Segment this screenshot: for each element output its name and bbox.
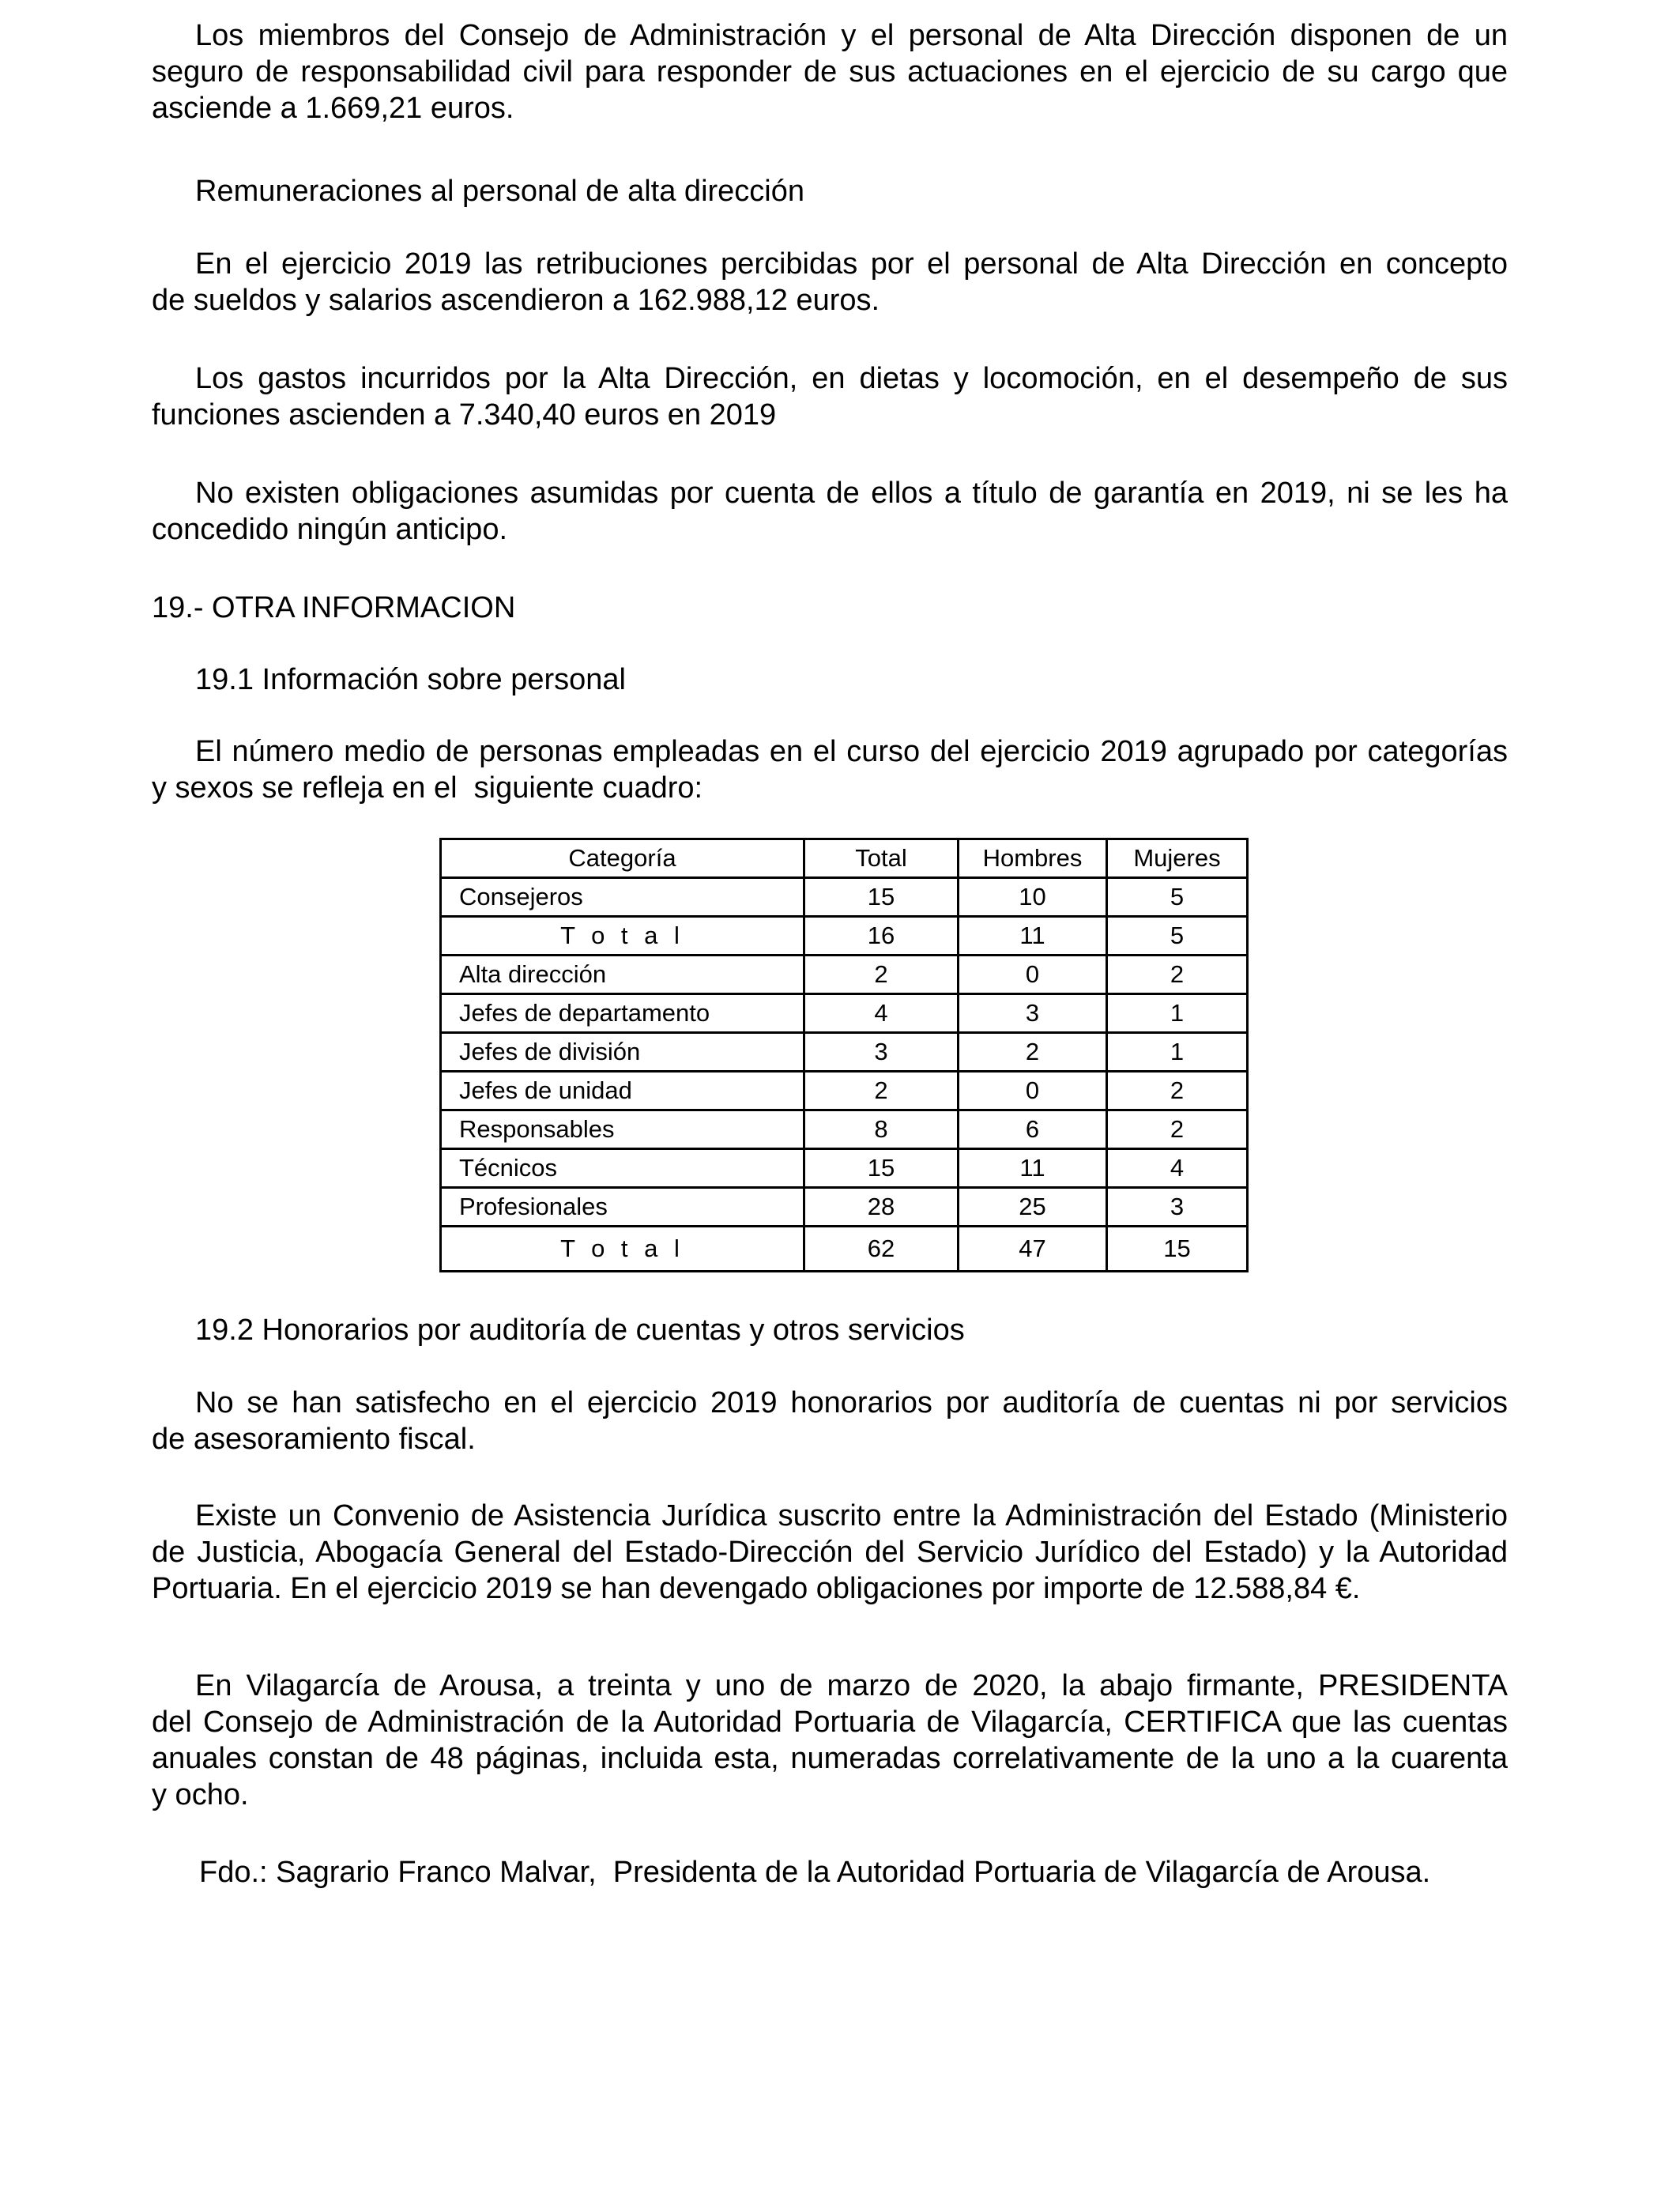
table-row (441, 994, 1248, 1033)
table-header-cell: Hombres (959, 839, 1107, 878)
text-line: Portuaria. En el ejercicio 2019 se han devengado obligaciones por importe de 12.588,84 €. (152, 1572, 1361, 1605)
text-line: En Vilagarcía de Arousa, a treinta y uno de marzo de 2020, la abajo firmante, PRESIDENTA (195, 1669, 1508, 1702)
text-line: Remuneraciones al personal de alta dirección (195, 175, 805, 208)
table-row (441, 1149, 1248, 1188)
text-line: Los miembros del Consejo de Administración y el personal de Alta Dirección disponen de un (195, 19, 1508, 52)
text-line: seguro de responsabilidad civil para responder de sus actuaciones en el ejercicio de su cargo que (152, 55, 1508, 89)
paragraph-insurance (152, 17, 1508, 126)
table-cell: 0 (959, 1072, 1107, 1110)
table-cell: 2 (804, 956, 959, 994)
table-cell: T o t a l (441, 917, 804, 956)
table-row (441, 1110, 1248, 1149)
signature-line (152, 1854, 1508, 1891)
table-cell: 15 (1107, 1227, 1248, 1272)
table-cell: T o t a l (441, 1227, 804, 1272)
text-line: de asesoramiento fiscal. (152, 1423, 476, 1456)
text-line: En el ejercicio 2019 las retribuciones percibidas por el personal de Alta Dirección en concepto (195, 247, 1508, 281)
table-cell: 15 (804, 878, 959, 917)
table-cell: Consejeros (441, 878, 804, 917)
table-cell: Profesionales (441, 1188, 804, 1227)
table-cell: 5 (1107, 878, 1248, 917)
text-line: Existe un Convenio de Asistencia Jurídica suscrito entre la Administración del Estado (Ministerio (195, 1499, 1508, 1532)
table-cell: 10 (959, 878, 1107, 917)
table-cell: 3 (804, 1033, 959, 1072)
paragraph-obligaciones (152, 475, 1508, 548)
heading-remuneraciones (152, 173, 1508, 209)
table-cell: 1 (1107, 1033, 1248, 1072)
paragraph-numero-medio (152, 733, 1508, 806)
subsection-heading-19-1 (152, 662, 1508, 698)
table-cell: 2 (1107, 1072, 1248, 1110)
text-line: concedido ningún anticipo. (152, 513, 508, 546)
text-line: No se han satisfecho en el ejercicio 2019 honorarios por auditoría de cuentas ni por servicios (195, 1386, 1508, 1419)
text-line: y sexos se refleja en el siguiente cuadro: (152, 771, 703, 805)
table-cell: 8 (804, 1110, 959, 1149)
table-row (441, 878, 1248, 917)
table-cell: Alta dirección (441, 956, 804, 994)
paragraph-honorarios (152, 1385, 1508, 1457)
table-row (441, 1033, 1248, 1072)
table-header-cell: Total (804, 839, 959, 878)
table-cell: 11 (959, 917, 1107, 956)
table-header-row (441, 839, 1248, 878)
table-cell: 2 (959, 1033, 1107, 1072)
table-cell: Jefes de unidad (441, 1072, 804, 1110)
text-line: Los gastos incurridos por la Alta Dirección, en dietas y locomoción, en el desempeño de sus (195, 362, 1508, 395)
table-cell: 62 (804, 1227, 959, 1272)
table-cell: Jefes de departamento (441, 994, 804, 1033)
table-cell: Jefes de división (441, 1033, 804, 1072)
table-row (441, 1188, 1248, 1227)
section-heading-19 (152, 590, 1508, 626)
paragraph-retribuciones (152, 246, 1508, 319)
text-line: de sueldos y salarios ascendieron a 162.988,12 euros. (152, 284, 880, 317)
table-cell: 25 (959, 1188, 1107, 1227)
text-line: No existen obligaciones asumidas por cuenta de ellos a título de garantía en 2019, ni se les ha (195, 477, 1508, 510)
paragraph-certificacion (152, 1668, 1508, 1813)
table-cell: Responsables (441, 1110, 804, 1149)
subsection-heading-19-2 (152, 1312, 1508, 1348)
table-cell: 6 (959, 1110, 1107, 1149)
table-cell: 2 (1107, 956, 1248, 994)
table-row (441, 956, 1248, 994)
table-cell: 2 (1107, 1110, 1248, 1149)
text-line: funciones ascienden a 7.340,40 euros en 2019 (152, 398, 777, 432)
text-line: y ocho. (152, 1778, 249, 1811)
table-cell: 3 (959, 994, 1107, 1033)
staff-table (439, 838, 1249, 1272)
table-cell: 4 (804, 994, 959, 1033)
table-cell: 5 (1107, 917, 1248, 956)
text-line: anuales constan de 48 páginas, incluida esta, numeradas correlativamente de la uno a la cuarenta (152, 1742, 1508, 1775)
table-cell: 1 (1107, 994, 1248, 1033)
text-line: El número medio de personas empleadas en el curso del ejercicio 2019 agrupado por categorías (195, 735, 1508, 768)
table-total-row (441, 1227, 1248, 1272)
text-line: 19.- OTRA INFORMACION (152, 591, 516, 624)
table-cell: 15 (804, 1149, 959, 1188)
table-cell: Técnicos (441, 1149, 804, 1188)
table-cell: 4 (1107, 1149, 1248, 1188)
table-header-cell: Mujeres (1107, 839, 1248, 878)
table-cell: 16 (804, 917, 959, 956)
text-line: de Justicia, Abogacía General del Estado-Dirección del Servicio Jurídico del Estado) y la Autoridad (152, 1536, 1508, 1569)
table-cell: 0 (959, 956, 1107, 994)
paragraph-gastos (152, 360, 1508, 433)
table-cell: 11 (959, 1149, 1107, 1188)
text-line: Fdo.: Sagrario Franco Malvar, Presidenta de la Autoridad Portuaria de Vilagarcía de Arousa. (199, 1856, 1431, 1889)
table-cell: 28 (804, 1188, 959, 1227)
table-cell: 2 (804, 1072, 959, 1110)
table-header-cell: Categoría (441, 839, 804, 878)
text-line: del Consejo de Administración de la Autoridad Portuaria de Vilagarcía, CERTIFICA que las cuentas (152, 1706, 1508, 1739)
text-line: 19.1 Información sobre personal (195, 663, 626, 696)
table-cell: 47 (959, 1227, 1107, 1272)
table-cell: 3 (1107, 1188, 1248, 1227)
table-row (441, 917, 1248, 956)
text-line: asciende a 1.669,21 euros. (152, 92, 514, 125)
paragraph-convenio (152, 1498, 1508, 1607)
table-row (441, 1072, 1248, 1110)
text-line: 19.2 Honorarios por auditoría de cuentas y otros servicios (195, 1314, 965, 1347)
